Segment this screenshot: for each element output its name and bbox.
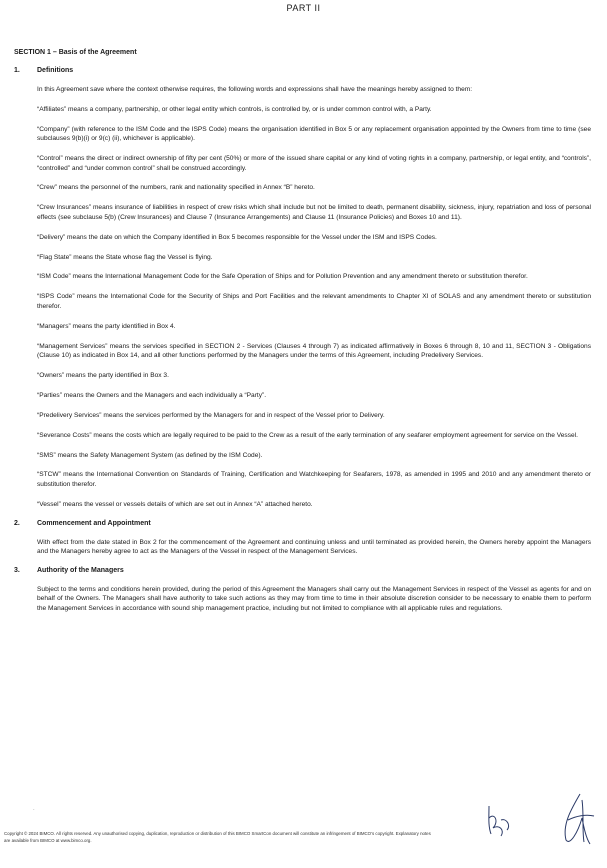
clause xyxy=(14,567,591,613)
initials-signature-2 xyxy=(558,790,598,850)
clause xyxy=(14,520,591,557)
clause-paragraph: “Flag State” means the State whose flag the Vessel is flying. xyxy=(37,253,213,261)
clause-paragraph: With effect from the date stated in Box 2 for the commencement of the Agreement and continuing unless and until terminated as provided herein, the Owners hereby appoint the Managers and the Managers hereby agree to act as the Managers of the Vessel in respect of the Management Services. xyxy=(37,538,591,556)
clause-paragraph: “Owners” means the party identified in Box 3. xyxy=(37,371,169,379)
scan-mark: . xyxy=(33,806,35,812)
copyright-notice-2: are available from BIMCO at www.bimco.org. xyxy=(4,838,92,843)
clause-paragraph: “Vessel” means the vessel or vessels details of which are set out in Annex “A” attached hereto. xyxy=(37,500,313,508)
clause-heading xyxy=(14,520,591,529)
clause-paragraph: “Managers” means the party identified in Box 4. xyxy=(37,322,176,330)
clause-paragraph: “Crew Insurances” means insurance of liabilities in respect of crew risks which shall include but not be limited to death, permanent disability, sickness, injury, repatriation and loss of personal effects (see subclause 5(b) (Crew Insurances) and Clause 7 (Insurance Arrangements) and Clause 11 (Insurance Policies) and Boxes 10 and 11). xyxy=(37,204,591,221)
clause-body xyxy=(37,85,591,509)
clause-title: Commencement and Appointment xyxy=(37,519,151,527)
copyright-notice: Copyright © 2024 BIMCO. All rights reserved. Any unauthorised copying, duplication, reproduction or distribution of this BIMCO SmartCon document will constitute an infringement of BIMCO’s copyright. Explanatory notes xyxy=(4,831,431,836)
clause-number: 3. xyxy=(14,566,20,574)
clause-paragraph: “Crew” means the personnel of the numbers, rank and nationality specified in Annex “B” hereto. xyxy=(37,184,315,192)
section-title: SECTION 1 – Basis of the Agreement xyxy=(14,49,137,56)
clause-paragraph: “Company” (with reference to the ISM Code and the ISPS Code) means the organisation identified in Box 5 or any replacement organisation appointed by the Owners from time to time (see subclauses 9(b)(i) or 9(c) (ii), whichever is applicable). xyxy=(37,125,591,143)
clause-paragraph: “Parties” means the Owners and the Managers and each individually a “Party”. xyxy=(37,391,267,399)
clause-heading xyxy=(14,567,591,576)
clause-paragraph: “STCW” means the International Convention on Standards of Training, Certification and Watchkeeping for Seafarers, 1978, as amended in 1995 and 2010 and any amendment thereto or substitution therefor. xyxy=(37,471,591,488)
clause-paragraph: “Severance Costs” means the costs which are legally required to be paid to the Crew as a result of the early termination of any seafarer employment agreement for service on the Vessel. xyxy=(37,431,578,439)
document-body xyxy=(14,49,591,624)
clause-body xyxy=(37,585,591,613)
clause-paragraph: “SMS” means the Safety Management System (as defined by the ISM Code). xyxy=(37,451,263,459)
clause-title: Authority of the Managers xyxy=(37,566,124,574)
clause-number: 2. xyxy=(14,519,20,527)
clause-paragraph: “Predelivery Services” means the services performed by the Managers for and in respect of the Vessel prior to Delivery. xyxy=(37,411,385,419)
part-label: PART II xyxy=(286,3,321,13)
clause-paragraph: “ISPS Code” means the International Code for the Security of Ships and Port Facilities and the relevant amendments to Chapter XI of SOLAS and any amendment thereto or substitution therefor. xyxy=(37,293,591,310)
clause-paragraph: “Delivery” means the date on which the Company identified in Box 5 becomes responsible for the Vessel under the ISM and ISPS Codes. xyxy=(37,233,437,241)
clause-number: 1. xyxy=(14,67,20,74)
clause-body xyxy=(37,538,591,557)
footer xyxy=(4,830,524,844)
clause-title: Definitions xyxy=(37,67,74,74)
clause-paragraph: “Affiliates” means a company, partnership, or other legal entity which controls, is controlled by, or is under common control with, a Party. xyxy=(37,105,432,113)
clause xyxy=(14,67,591,509)
clause-paragraph: In this Agreement save where the context otherwise requires, the following words and expressions shall have the meanings hereby assigned to them: xyxy=(37,86,473,93)
clause-paragraph: “Management Services” means the services specified in SECTION 2 - Services (Clauses 4 through 7) as indicated affirmatively in Boxes 6 through 8, 10 and 11, SECTION 3 - Obligations (Clause 10) as indicated in Box 14, and all other functions performed by the Managers under the terms of this Agreement, including Predelivery Services. xyxy=(37,342,591,359)
clause-list xyxy=(14,67,591,613)
clause-paragraph: “ISM Code” means the International Management Code for the Safe Operation of Ships and for Pollution Prevention and any amendment thereto or substitution therefor. xyxy=(37,273,528,281)
clause-paragraph: “Control” means the direct or indirect ownership of fifty per cent (50%) or more of the issued share capital or any kind of voting rights in a company, partnership, or legal entity, and “controls”, “controlled” and “under common control” shall be construed accordingly. xyxy=(37,155,591,172)
clause-heading xyxy=(14,67,591,76)
clause-paragraph: Subject to the terms and conditions herein provided, during the period of this Agreement the Managers shall carry out the Management Services in respect of the Vessel as agents for and on behalf of the Owners. The Managers shall have authority to take such actions as they may from time to time in their absolute discretion consider to be necessary to enable them to perform the Management Services in accordance with sound ship management practice, including but not limited to compliance with all applicable rules and regulations. xyxy=(37,585,591,612)
